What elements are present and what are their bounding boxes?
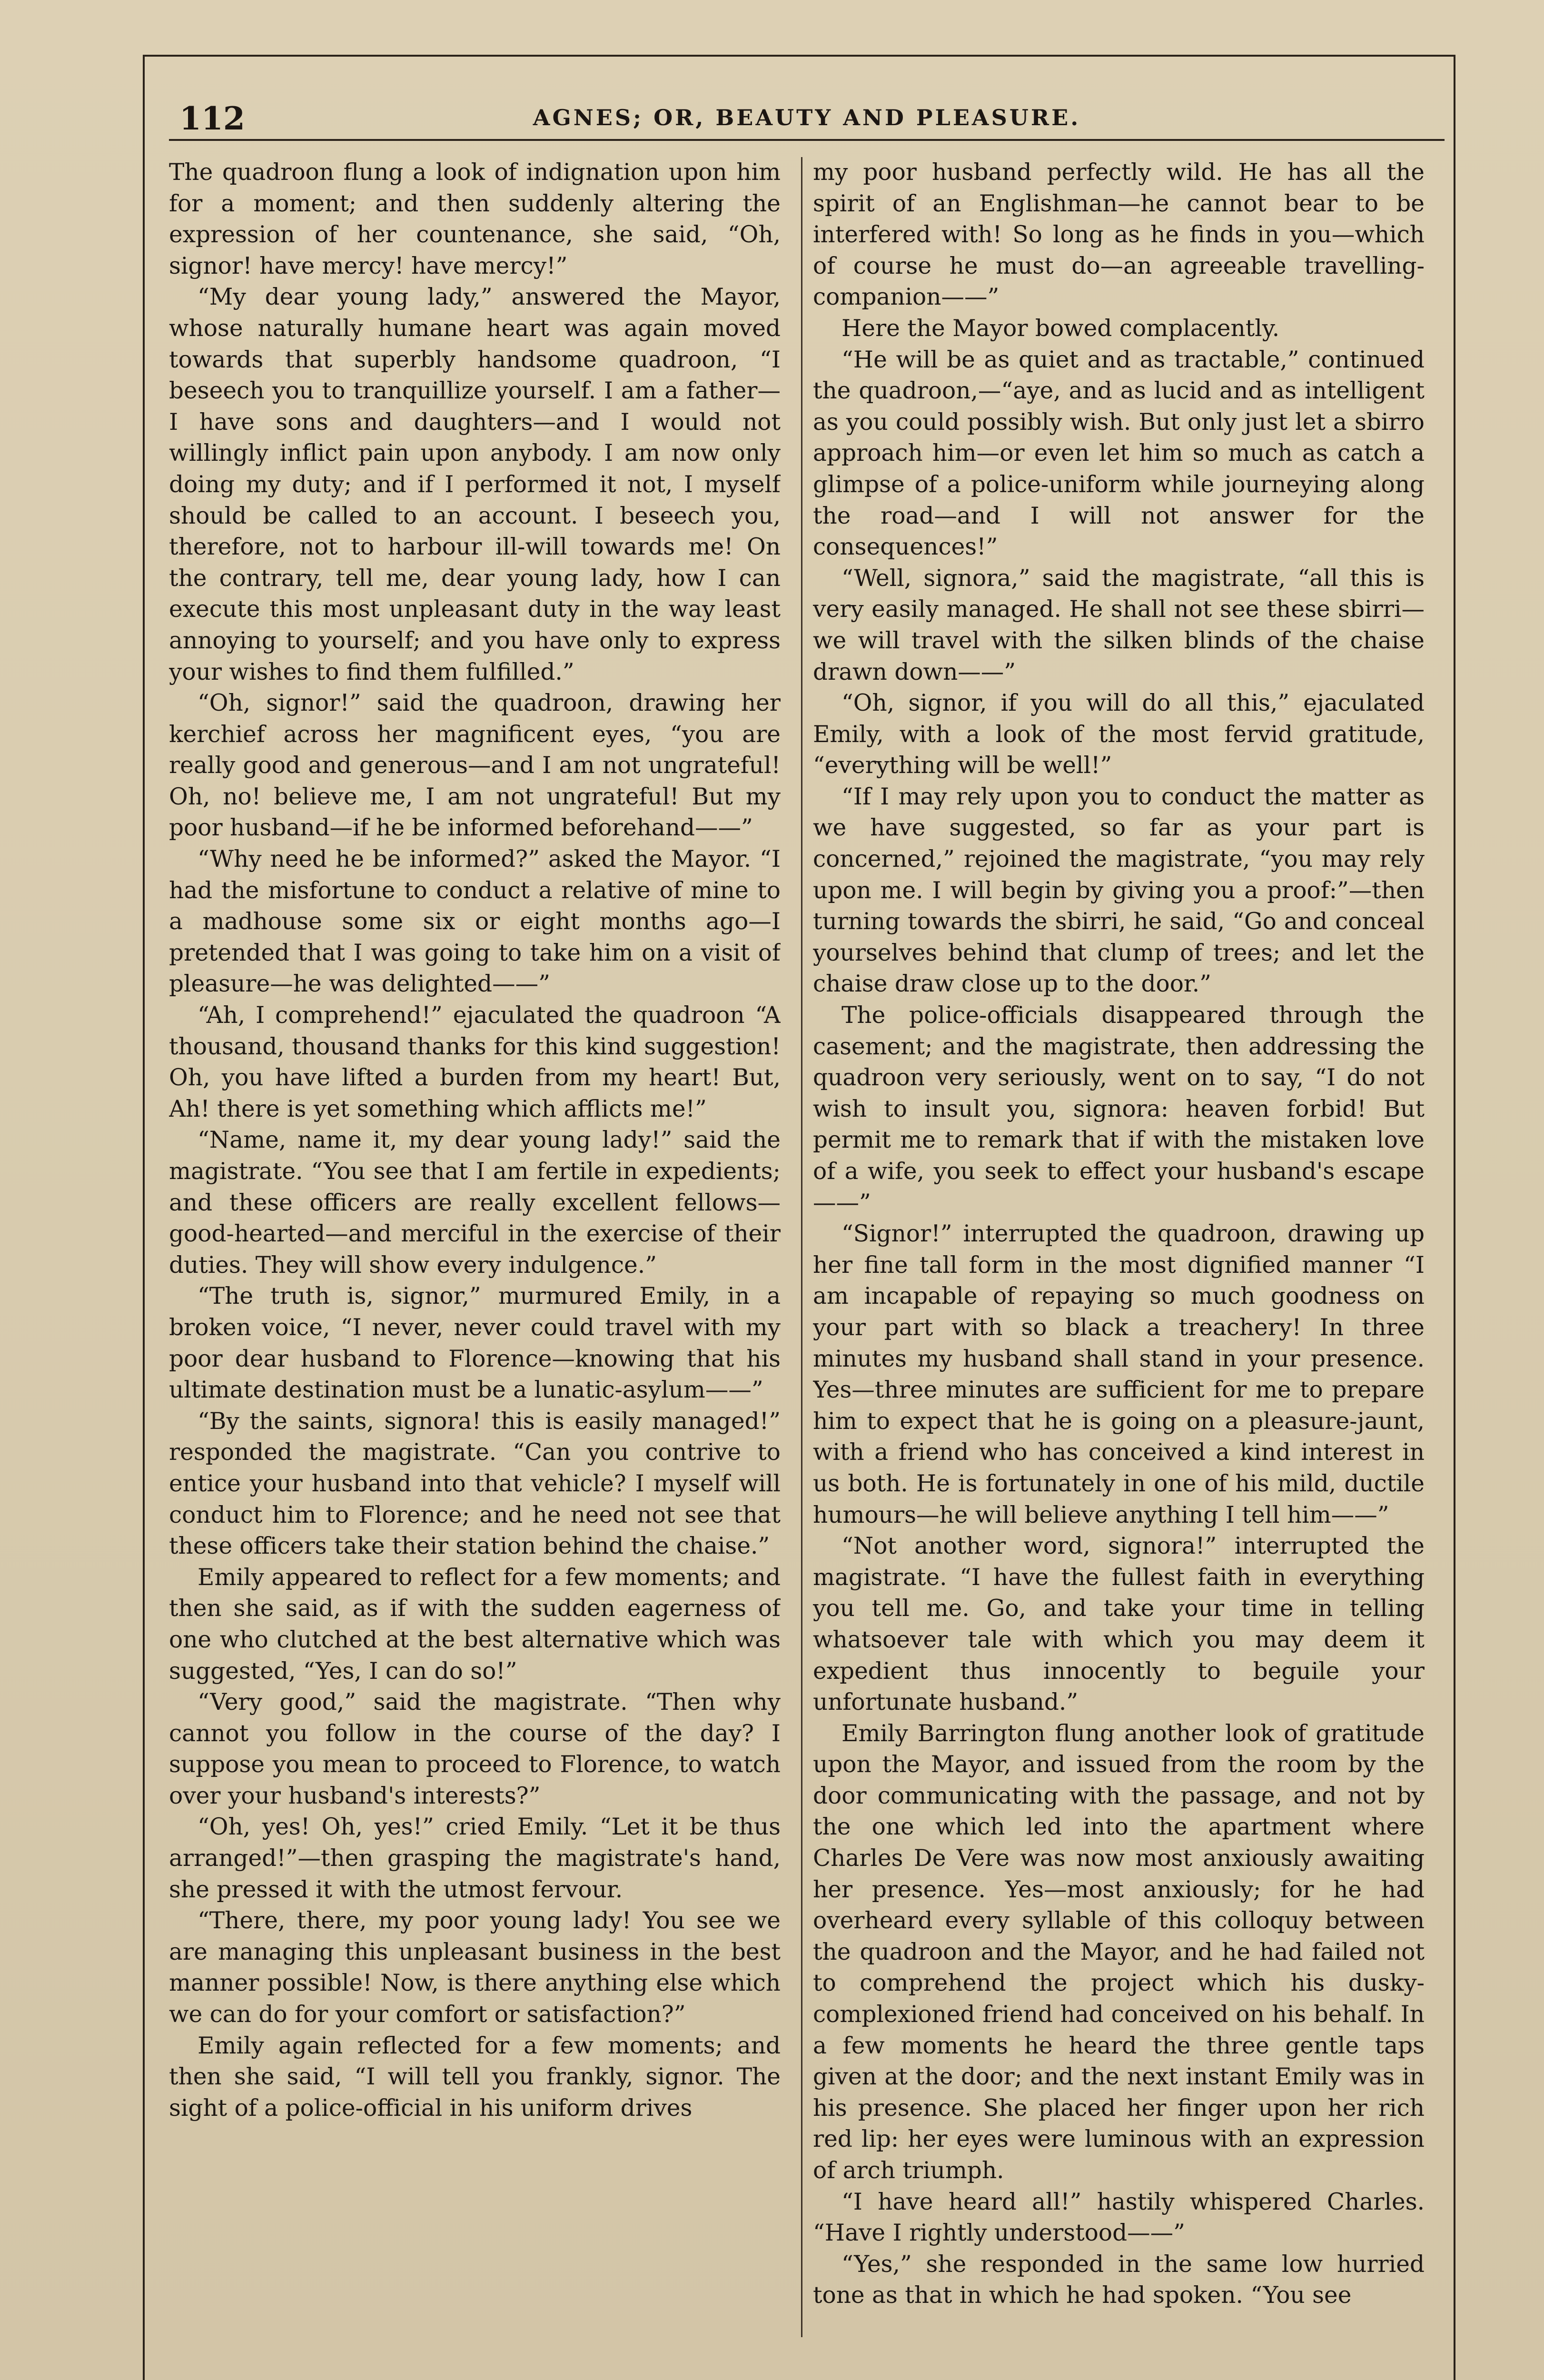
paragraph: “Very good,” said the magistrate. “Then why cannot you follow in the course of the day? I suppose you mean to proceed to Florence, to watch over your husband's interests?” — [169, 1689, 781, 1809]
paragraph: Emily again reflected for a few moments; and then she said, “I will tell you frankly, signor. The sight of a police-official in his uniform drives — [169, 2032, 781, 2122]
paragraph: The police-officials disappeared through the casement; and the magistrate, then addressing the quadroon very seriously, went on to say, “I do not wish to insult you, signora: heaven forbid! But permit me to remark that if with the mistaken love of a wife, you seek to effect your husband's escape——” — [813, 1002, 1425, 1216]
paragraph: “He will be as quiet and as tractable,” continued the quadroon,—“aye, and as lucid and as intelligent as you could possibly wish. But only just let a sbirro approach him—or even let him so much as catch a glimpse of a police-uniform while journeying along the road—and I will not answer for the consequences!” — [813, 346, 1425, 561]
paragraph: “Signor!” interrupted the quadroon, drawing up her fine tall form in the most dignified manner “I am incapable of repaying so much goodness on your part with so black a treachery! In three minutes my husband shall stand in your presence. Yes—three minutes are sufficient for me to prepare him to expect that he is going on a pleasure-jaunt, with a friend who has conceived a kind interest in us both. He is fortunately in one of his mild, ductile humours—he will believe anything I tell him——” — [813, 1220, 1425, 1528]
paragraph: “Not another word, signora!” interrupted the magistrate. “I have the fullest faith in everything you tell me. Go, and take your time in telling whatsoever tale with which you may deem it expedient thus innocently to beguile your unfortunate husband.” — [813, 1533, 1425, 1716]
paragraph: “I have heard all!” hastily whispered Charles. “Have I rightly understood——” — [813, 2188, 1425, 2247]
page-number: 112 — [179, 100, 245, 137]
right-column — [813, 157, 1425, 2337]
paragraph: “Yes,” she responded in the same low hurried tone as that in which he had spoken. “You see — [813, 2251, 1425, 2309]
paragraph: “By the saints, signora! this is easily managed!” responded the magistrate. “Can you contrive to entice your husband into that vehicle? I myself will conduct him to Florence; and he need not see that these officers take their station behind the chaise.” — [169, 1408, 781, 1560]
header-rule — [169, 139, 1445, 141]
paragraph: “Well, signora,” said the magistrate, “all this is very easily managed. He shall not see these sbirri—we will travel with the silken blinds of the chaise drawn down——” — [813, 565, 1425, 685]
paragraph: “The truth is, signor,” murmured Emily, in a broken voice, “I never, never could travel with my poor dear husband to Florence—knowing that his ultimate destination must be a lunatic-asylum——” — [169, 1283, 781, 1404]
page-header — [169, 100, 1445, 138]
paragraph: “Oh, yes! Oh, yes!” cried Emily. “Let it be thus arranged!”—then grasping the magistrate's hand, she pressed it with the utmost fervour. — [169, 1814, 781, 1903]
paragraph: The quadroon flung a look of indignation upon him for a moment; and then suddenly altering the expression of her countenance, she said, “Oh, signor! have mercy! have mercy!” — [169, 159, 781, 279]
paragraph: “If I may rely upon you to conduct the matter as we have suggested, so far as your part is concerned,” rejoined the magistrate, “you may rely upon me. I will begin by giving you a proof:”—then turning towards the sbirri, he said, “Go and conceal yourselves behind that clump of trees; and let the chaise draw close up to the door.” — [813, 783, 1425, 998]
left-column — [169, 157, 781, 2337]
paragraph: Emily Barrington flung another look of gratitude upon the Mayor, and issued from the room by the door communicating with the passage, and not by the one which led into the apartment where Charles De Vere was now most anxiously awaiting her presence. Yes—most anxiously; for he had overheard every syllable of this colloquy between the quadroon and the Mayor, and he had failed not to comprehend the project which his dusky-complexioned friend had conceived on his behalf. In a few moments he heard the three gentle taps given at the door; and the next instant Emily was in his presence. She placed her finger upon her rich red lip: her eyes were luminous with an expression of arch triumph. — [813, 1720, 1425, 2184]
running-title: AGNES; OR, BEAUTY AND PLEASURE. — [533, 105, 1081, 130]
paragraph: my poor husband perfectly wild. He has all the spirit of an Englishman—he cannot bear to be interfered with! So long as he finds in you—which of course he must do—an agreeable travelling-companion——” — [813, 159, 1425, 311]
paragraph: “There, there, my poor young lady! You see we are managing this unpleasant business in the best manner possible! Now, is there anything else which we can do for your comfort or satisfaction?” — [169, 1907, 781, 2028]
paragraph: “Why need he be informed?” asked the Mayor. “I had the misfortune to conduct a relative of mine to a madhouse some six or eight months ago—I pretended that I was going to take him on a visit of pleasure—he was delighted——” — [169, 846, 781, 998]
paragraph: Emily appeared to reflect for a few moments; and then she said, as if with the sudden eagerness of one who clutched at the best alternative which was suggested, “Yes, I can do so!” — [169, 1564, 781, 1685]
paragraph: “Name, name it, my dear young lady!” said the magistrate. “You see that I am fertile in expedients; and these officers are really excellent fellows—good-hearted—and merciful in the exercise of their duties. They will show every indulgence.” — [169, 1127, 781, 1279]
paragraph: “Oh, signor!” said the quadroon, drawing her kerchief across her magnificent eyes, “you are really good and generous—and I am not ungrateful! Oh, no! believe me, I am not ungrateful! But my poor husband—if he be informed beforehand——” — [169, 690, 781, 842]
paragraph: “My dear young lady,” answered the Mayor, whose naturally humane heart was again moved towards that superbly handsome quadroon, “I beseech you to tranquillize yourself. I am a father—I have sons and daughters—and I would not willingly inflict pain upon anybody. I am now only doing my duty; and if I performed it not, I myself should be called to an account. I beseech you, therefore, not to harbour ill-will towards me! On the contrary, tell me, dear young lady, how I can execute this most unpleasant duty in the way least annoying to yourself; and you have only to express your wishes to find them fulfilled.” — [169, 284, 781, 685]
paragraph: “Ah, I comprehend!” ejaculated the quadroon “A thousand, thousand thanks for this kind suggestion! Oh, you have lifted a burden from my heart! But, Ah! there is yet something which afflicts me!” — [169, 1002, 781, 1122]
paragraph: “Oh, signor, if you will do all this,” ejaculated Emily, with a look of the most fervid gratitude, “everything will be well!” — [813, 690, 1425, 779]
column-divider — [801, 157, 802, 2337]
paragraph: Here the Mayor bowed complacently. — [841, 315, 1280, 342]
